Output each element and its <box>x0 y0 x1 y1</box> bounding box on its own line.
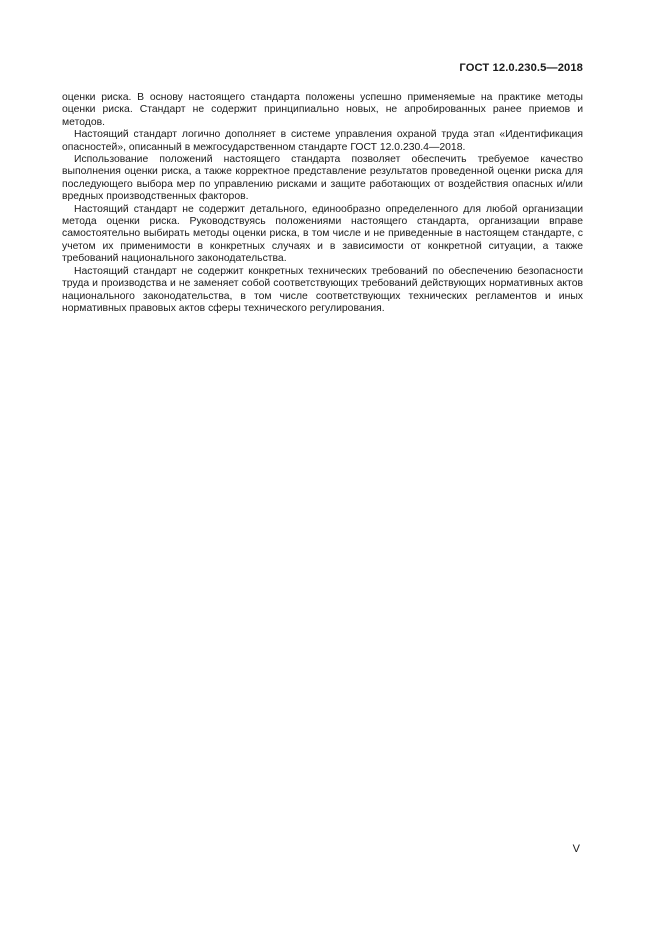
paragraph: Настоящий стандарт не содержит детального, единообразно определенного для любой организации метода оценки риска. Руководствуясь положениями настоящего стандарта, организации вправе самостоятельно выбирать методы оценки риска, в том числе и не приведенные в настоящем стандарте, с учетом их применимости в конкретных случаях и в зависимости от конкретной ситуации, а также требований национального законодательства. <box>62 203 583 265</box>
paragraph: Использование положений настоящего стандарта позволяет обеспечить требуемое качество выполнения оценки риска, а также корректное представление результатов проведенной оценки риска для последующего выбора мер по управлению рисками и защите работающих от воздействия опасных и/или вредных производственных факторов. <box>62 154 583 203</box>
paragraph: Настоящий стандарт не содержит конкретных технических требований по обеспечению безопасности труда и производства и не заменяет собой соответствующих требований действующих нормативных актов национального законодательства, в том числе соответствующих технических регламентов и иных нормативных правовых актов сферы технического регулирования. <box>62 265 583 314</box>
paragraph: Настоящий стандарт логично дополняет в системе управления охраной труда этап «Идентификация опасностей», описанный в межгосударственном стандарте ГОСТ 12.0.230.4—2018. <box>62 129 583 153</box>
document-code-header: ГОСТ 12.0.230.5—2018 <box>459 62 583 74</box>
paragraph-continuation: оценки риска. В основу настоящего стандарта положены успешно применяемые на практике методы оценки риска. Стандарт не содержит принципиально новых, не апробированных ранее приемов и методов. <box>62 92 583 128</box>
page-number: V <box>572 843 580 855</box>
body-text <box>62 92 583 315</box>
